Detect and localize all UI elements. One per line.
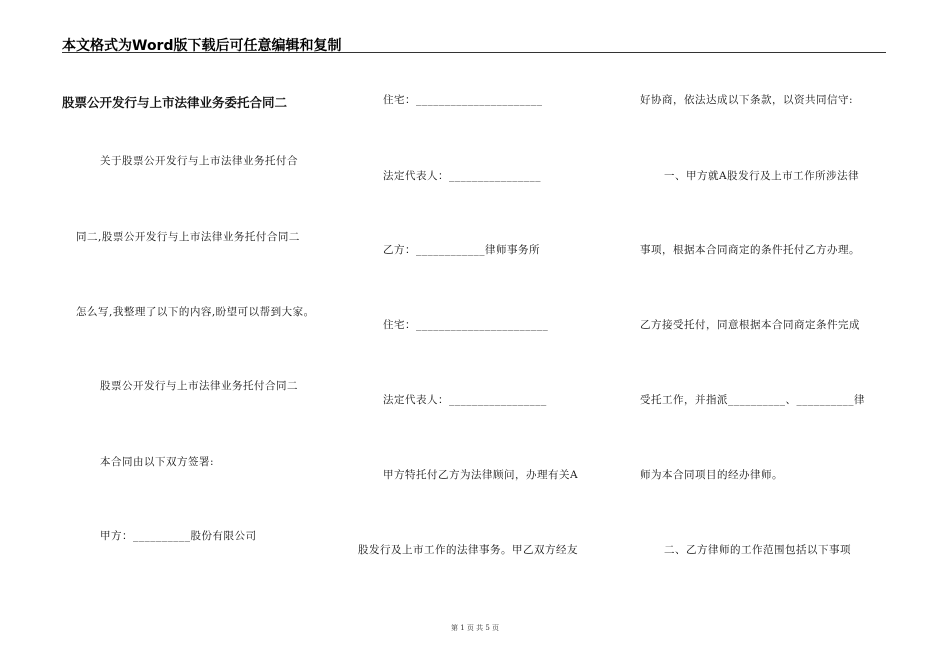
text-line: 法定代表人：________________ xyxy=(383,170,541,182)
text-line: 法定代表人：_________________ xyxy=(383,394,547,406)
header-title: 本文格式为Word版下载后可任意编辑和复制 xyxy=(62,38,342,54)
text-line: 怎么写,我整理了以下的内容,盼望可以帮到大家。 xyxy=(76,306,315,318)
text-line: 乙方：____________律师事务所 xyxy=(383,244,540,256)
text-line: 住宅：______________________ xyxy=(383,94,543,106)
text-line: 股票公开发行与上市法律业务托付合同二 xyxy=(100,380,298,392)
text-line: 甲方特托付乙方为法律顾问，办理有关A xyxy=(383,469,579,481)
text-line: 关于股票公开发行与上市法律业务托付合 xyxy=(100,155,298,167)
text-line: 乙方接受托付，同意根据本合同商定条件完成 xyxy=(640,319,860,331)
text-line: 一、甲方就A股发行及上市工作所涉法律 xyxy=(664,170,860,182)
document-title: 股票公开发行与上市法律业务委托合同二 xyxy=(62,95,288,110)
text-line: 好协商，依法达成以下条款，以资共同信守: xyxy=(640,94,854,106)
header-rule xyxy=(62,52,886,53)
text-line: 受托工作，并指派__________、__________律 xyxy=(640,394,865,406)
text-line: 甲方：__________股份有限公司 xyxy=(100,530,257,542)
text-line: 股发行及上市工作的法律事务。甲乙双方经友 xyxy=(358,544,578,556)
text-line: 同二,股票公开发行与上市法律业务托付合同二 xyxy=(76,231,300,243)
text-line: 本合同由以下双方签署: xyxy=(100,456,215,468)
text-line: 师为本合同项目的经办律师。 xyxy=(640,469,783,481)
text-line: 住宅：_______________________ xyxy=(383,319,549,331)
page-number: 第 1 页 共 5 页 xyxy=(450,624,500,632)
text-line: 事项，根据本合同商定的条件托付乙方办理。 xyxy=(640,244,860,256)
text-line: 二、乙方律师的工作范围包括以下事项 xyxy=(664,544,851,556)
